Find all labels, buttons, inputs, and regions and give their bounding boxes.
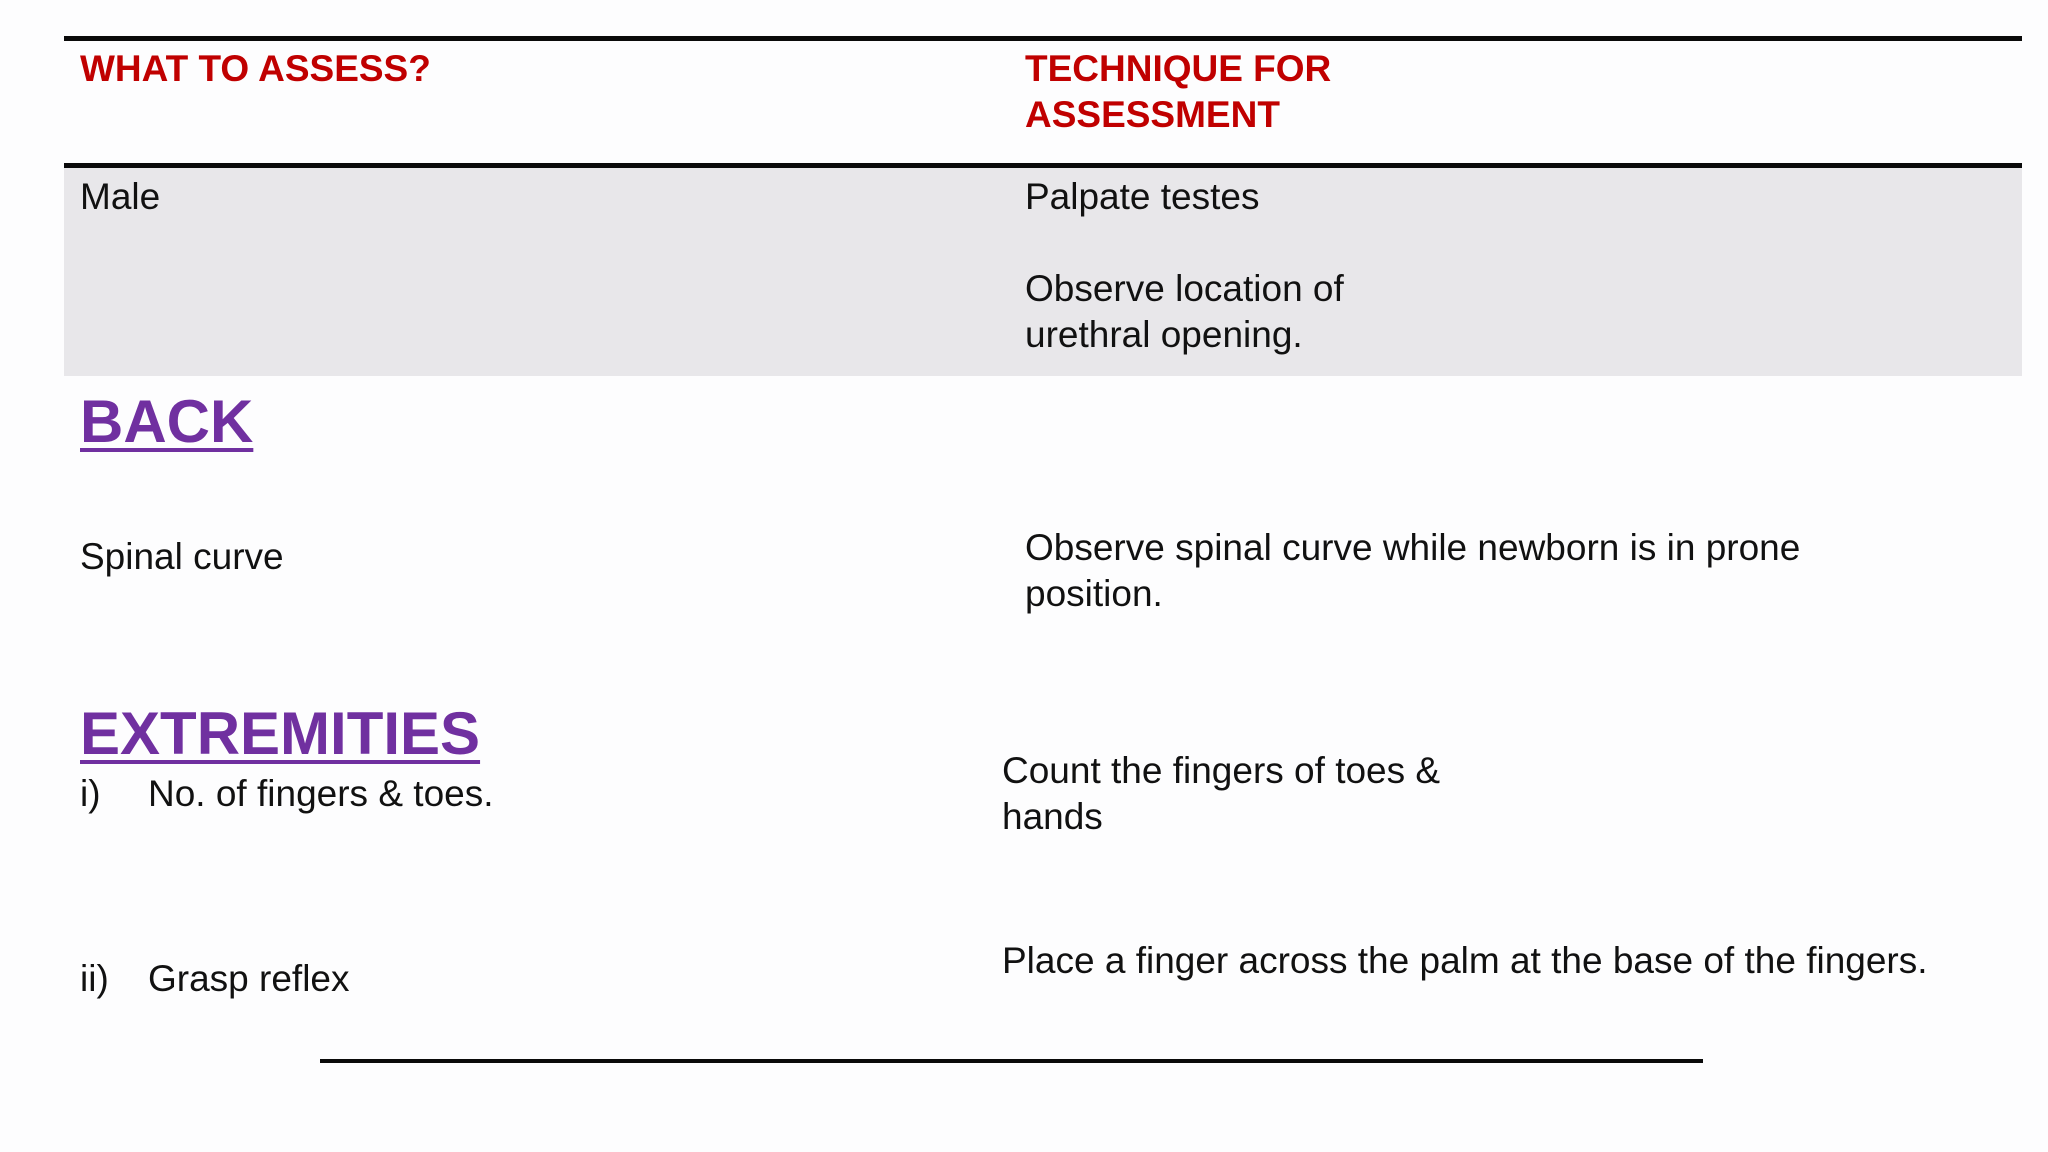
header-what-to-assess: WHAT TO ASSESS? <box>80 48 431 89</box>
extremity-item-1-label: No. of fingers & toes. <box>148 773 494 814</box>
male-technique-observe-line2: urethral opening. <box>1025 314 1303 355</box>
extremity-item-1-technique-line1: Count the fingers of toes & <box>1002 750 1441 791</box>
back-heading: BACK <box>80 388 254 455</box>
extremity-item-1-assess <box>80 771 494 817</box>
extremity-item-1-marker: i) <box>80 773 101 814</box>
table-top-rule <box>64 36 2022 41</box>
extremity-item-2-assess <box>80 956 350 1002</box>
extremity-item-2-label: Grasp reflex <box>148 958 350 999</box>
back-technique-line1: Observe spinal curve while newborn is in prone <box>1025 527 1801 568</box>
back-technique-line2: position. <box>1025 573 1163 614</box>
extremities-heading: EXTREMITIES <box>80 700 481 767</box>
bottom-rule <box>320 1059 1703 1063</box>
extremity-item-2-marker: ii) <box>80 958 109 999</box>
back-assess-text: Spinal curve <box>80 536 284 577</box>
header-technique-line1: TECHNIQUE FOR <box>1025 48 1332 89</box>
extremity-item-1-technique-line2: hands <box>1002 796 1103 837</box>
male-assess-text: Male <box>80 176 161 217</box>
extremity-item-2-technique: Place a finger across the palm at the base of the fingers. <box>1002 940 1928 981</box>
header-technique-line2: ASSESSMENT <box>1025 94 1280 135</box>
male-technique-palpate: Palpate testes <box>1025 176 1260 217</box>
male-technique-observe-line1: Observe location of <box>1025 268 1344 309</box>
